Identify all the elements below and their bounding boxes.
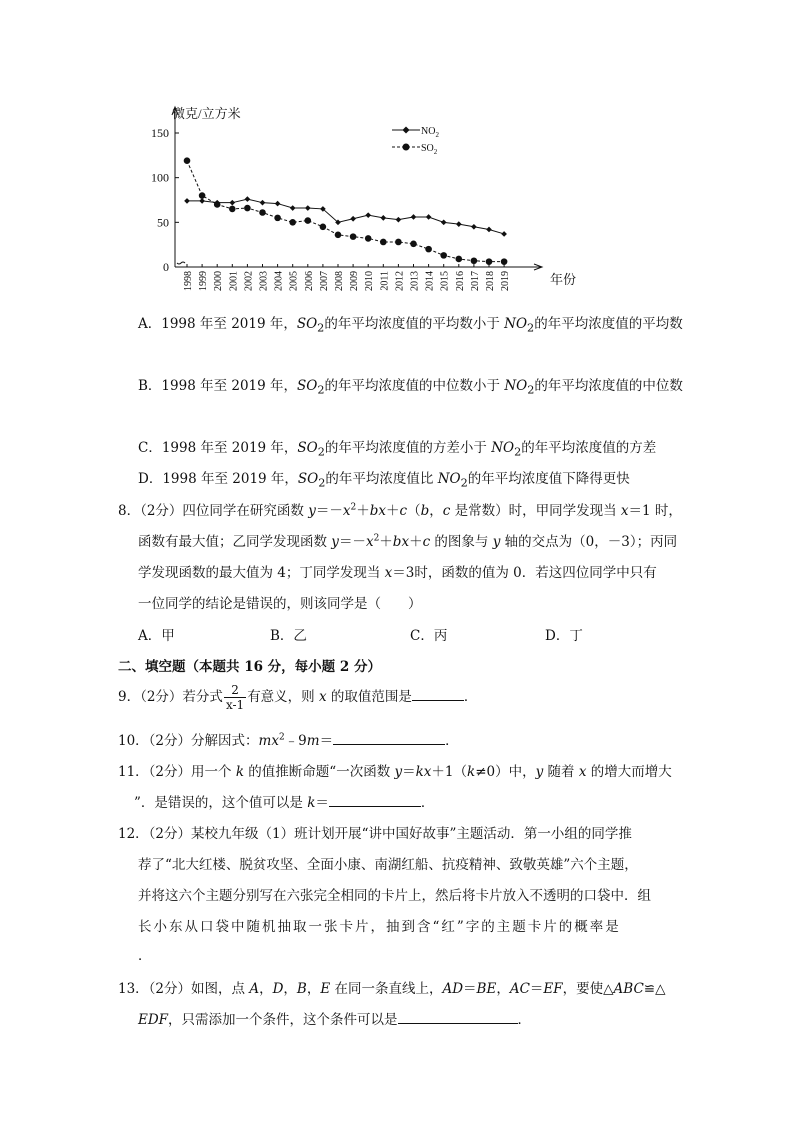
x-tick-label: 2005 [288, 271, 300, 291]
data-point-so2 [440, 252, 447, 259]
legend-so2-marker [403, 144, 410, 151]
data-point-no2 [199, 198, 205, 204]
legend-no2-marker [402, 126, 409, 133]
data-point-no2 [260, 200, 266, 206]
q8-line-1: 8．（2分）四位同学在研究函数 $y=-x^2+bx+c(b$，c 是常数）时，甲同学发现当 x＝1 时， [118, 502, 682, 519]
q8-option-a[interactable]: A．甲 [138, 628, 175, 644]
x-tick-label: 2007 [318, 271, 330, 291]
section-2-heading: 二、填空题（本题共 16 分，每小题 2 分） [118, 659, 381, 675]
x-tick-label: 2016 [454, 271, 466, 291]
x-tick-label: 2019 [500, 271, 512, 291]
q13-answer-blank[interactable] [398, 1010, 518, 1024]
q7-option-a[interactable]: A．1998 年至 2019 年，$SO_2$的年平均浓度值的平均数小于 $NO_2$的年平均浓度值的平均数 [138, 316, 683, 335]
x-tick-label: 2015 [439, 271, 451, 291]
data-point-so2 [199, 192, 206, 199]
data-point-no2 [411, 214, 417, 220]
x-tick-label: 2002 [243, 271, 255, 291]
y-axis-label: 微克/立方米 [172, 106, 241, 121]
data-point-so2 [244, 205, 251, 212]
legend-no2-label: $NO_2$ [421, 126, 439, 139]
series-line-no2 [187, 199, 504, 234]
y-tick-labels [151, 126, 169, 274]
data-point-no2 [290, 205, 296, 211]
x-tick-labels [183, 271, 511, 291]
data-point-so2 [184, 157, 191, 164]
x-tick-label: 2001 [228, 271, 240, 291]
data-point-no2 [365, 212, 371, 218]
data-point-no2 [245, 196, 251, 202]
q8-line-3: 学发现函数的最大值为 4；丁同学发现当 x＝3时，函数的值为 0．若这四位同学中只有 [138, 565, 657, 581]
q13-line-2: EDF，只需添加一个条件，这个条件可以是 ． [138, 1012, 532, 1028]
data-point-no2 [471, 224, 477, 230]
q12-line-1: 12．（2分）某校九年级（1）班计划开展“讲中国好故事”主题活动．第一小组的同学推 [118, 826, 632, 842]
data-point-so2 [471, 257, 478, 264]
data-point-so2 [320, 224, 327, 231]
q8-line-4: 一位同学的结论是错误的，则该同学是（ ） [138, 596, 422, 612]
q12-line-2: 荐了“北大红楼、脱贫攻坚、全面小康、南湖红船、抗疫精神、致敬英雄”六个主题， [138, 857, 638, 873]
data-point-so2 [350, 233, 357, 240]
data-point-no2 [229, 200, 235, 206]
data-point-so2 [214, 201, 221, 208]
data-point-so2 [259, 209, 266, 216]
legend-so2-label: $SO_2$ [421, 143, 438, 156]
q8-option-b[interactable]: B．乙 [270, 628, 307, 644]
data-point-no2 [396, 217, 402, 223]
q12-line-4: 长小东从口袋中随机抽取一张卡片，抽到含“红”字的主题卡片的概率是 [138, 919, 621, 935]
axis-break-mark [177, 262, 185, 264]
q11-line-2: ”．是错误的，这个值可以是 k＝ ． [134, 795, 435, 811]
data-point-so2 [274, 215, 281, 222]
data-point-so2 [486, 258, 493, 265]
y-tick-label: 0 [163, 260, 169, 274]
chart-axes [172, 107, 542, 270]
q7-option-d[interactable]: D．1998 年至 2019 年，$SO_2$的年平均浓度值比 $NO_2$的年平均浓度值下降得更快 [138, 471, 630, 490]
series-no2 [184, 196, 507, 236]
data-point-so2 [229, 206, 236, 213]
data-point-so2 [501, 258, 508, 265]
q10: 10．（2分）分解因式：$mx^2﹣9m=$ ． [118, 732, 459, 749]
x-tick-label: 1998 [183, 271, 194, 291]
data-point-no2 [456, 221, 462, 227]
concentration-line-chart [130, 95, 600, 305]
x-tick-label: 2012 [394, 271, 406, 291]
data-point-no2 [275, 201, 281, 207]
q10-answer-blank[interactable] [333, 731, 445, 745]
q12-line-5: ． [138, 948, 152, 964]
y-tick-label: 50 [157, 215, 169, 230]
q13-line-1: 13．（2分）如图，点 A，D，B，E 在同一条直线上，AD＝BE，AC＝EF，要使△ABC≌△ [118, 981, 666, 997]
x-tick-label: 1999 [198, 271, 210, 291]
x-tick-label: 2006 [303, 271, 315, 291]
x-tick-label: 2008 [334, 271, 345, 291]
x-tick-label: 2011 [379, 271, 391, 291]
q9-answer-blank[interactable] [412, 687, 464, 701]
x-axis-label: 年份 [550, 272, 577, 287]
data-point-no2 [426, 214, 432, 220]
data-point-no2 [305, 205, 311, 211]
y-tick-label: 100 [151, 170, 169, 185]
data-point-no2 [380, 215, 386, 221]
data-point-no2 [486, 227, 492, 233]
q9-fraction: $\frac{2}{x-1}$ [225, 683, 245, 712]
q9: 9．（2分）若分式 $\frac{2}{x-1}$ 有意义，则 x 的取值范围是 ． [118, 683, 478, 712]
q7-option-b[interactable]: B．1998 年至 2019 年，$SO_2$的年平均浓度值的中位数小于 $NO_2$的年平均浓度值的中位数 [138, 378, 683, 397]
q12-line-3: 并将这六个主题分别写在六张完全相同的卡片上，然后将卡片放入不透明的口袋中．组 [138, 888, 651, 904]
y-tick-label: 150 [151, 126, 169, 140]
q8-option-d[interactable]: D．丁 [545, 628, 583, 644]
x-tick-label: 2004 [273, 271, 285, 291]
q7-option-c[interactable]: C．1998 年至 2019 年，$SO_2$的年平均浓度值的方差小于 $NO_2$的年平均浓度值的方差 [138, 440, 657, 459]
data-point-no2 [184, 198, 190, 204]
data-point-no2 [350, 216, 356, 222]
data-point-so2 [425, 246, 432, 253]
data-point-so2 [410, 240, 417, 247]
q11-line-1: 11．（2分）用一个 k 的值推断命题“一次函数 y＝kx＋1（k≠0）中，y 随着 x 的增大而增大 [118, 764, 672, 780]
chart-legend [392, 126, 439, 156]
data-point-so2 [335, 232, 342, 239]
data-point-so2 [365, 235, 372, 242]
data-point-so2 [380, 239, 387, 246]
x-tick-label: 2010 [364, 271, 376, 291]
x-tick-label: 2000 [213, 271, 225, 291]
data-point-no2 [501, 231, 507, 237]
x-tick-label: 2014 [424, 271, 436, 291]
x-tick-label: 2009 [349, 271, 361, 291]
data-point-so2 [305, 217, 312, 224]
data-point-no2 [441, 220, 447, 226]
q8-line-2: 函数有最大值；乙同学发现函数 $y=-x^2+bx+c$ 的图象与 y 轴的交点为（0，－3）；丙同 [138, 533, 678, 550]
data-point-so2 [456, 256, 463, 263]
x-tick-label: 2013 [409, 271, 421, 291]
data-point-so2 [289, 219, 296, 226]
x-tick-label: 2017 [469, 271, 481, 291]
q8-option-c[interactable]: C．丙 [410, 628, 448, 644]
q11-answer-blank[interactable] [329, 793, 421, 807]
x-tick-label: 2003 [258, 271, 270, 291]
x-tick-label: 2018 [485, 271, 496, 291]
data-point-so2 [395, 239, 402, 246]
series-so2 [184, 157, 508, 265]
